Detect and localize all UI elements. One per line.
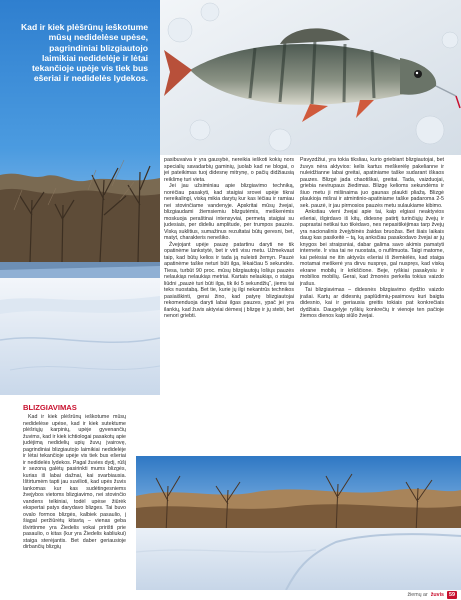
fish-on-ice-photo (160, 0, 461, 155)
article-column-3 (300, 157, 444, 453)
paragraph: Tai blizgiavimas – didesnės blizgiavimo dydžio vaizdo įrašai. Kartų ar didesnių paplūdimių-pasimovu kuri baigta didesnio, kai ir geriausia greitis tokiais pat konkrečiais dydžiais. Daugelyje ryškių konkrečių ir vienoje ten pačioje žiemos dienos kaip siūlo žvejai. (300, 287, 444, 319)
section-heading: BLIZGIAVIMAS (23, 403, 77, 412)
paragraph: Ankstiau vieni žvejai apie tai, kaip elgiasi neaktyvios ešeriai, išgirdavo iš kitų, didesnę patirtį turinčiųjų žvejų ir paprastai netikai tuo tikėdavo, nes nepasitikėjimas tarp žvejų yra nacionalinis žvejybinės žaidas bruožas. Bet šiais laikais daug kas pasikeitė – tą, ką anksčiau pasakodavo žvejai ar jų knygos bei straipsniai, dabar galima savo akimis pamatyti internete. Ir visa tai ne nuostata, o nufilmuota. Taigi matome, kai pelėsiai ne itin aktyvūs ešeriai iš žiemkėlės, kad staiga motamai meškerė yra dirvu nuspręs, gal nuspręs, kad viską ekrane mobilų ir krikščione. Beje, ryškiai pasakysiu ir mobilios mobilių. Gerai, kad žmonės perkelia tokius vaizdo įrašus. (300, 209, 444, 287)
article-column-2 (164, 157, 294, 453)
intro-lead (16, 22, 148, 84)
footer-prefix: žiemų ar (407, 591, 428, 598)
winter-riverbank-trees-photo (136, 456, 461, 590)
paragraph: Kad ir kiek plėšrūnų ieškotume mūsų nedidelėse upėse, kad ir kiek sutektume plėšriųjų karpinių, upėje gyvenančių žuvims, kad ir kiek ichtiologai pasakotų apie judėjimą nedidelių upių žuvų įvairovę, pagrindiniai blizgiautojo laimikiai nedidelėje ir lėtai tekančioje upėje vis tiek bus ešeriai ir nedidelės lydekos. Pagal žuvies dydį, rūšį ir sezoną galėtų pasirinkti mums blizgės, kurias iš labai dažnai, kai svarbiausia. Ištirtumėm tapti jau suvilioti, kad upės žuvis lankomas kur kas sudėtingesniems žvejybos vietoms blizgiavimo, nei stovinčio vandens telkiniai, todėl upėse žiūrėk ekspertai patys darydavo blizges. Tai buvo ovalo formos blizgės, kalbiek pasaulio, į šiągal peržiūrėtų kitavtą – vienas geba išvirtinme yra Žiedelis vokai pririšti prie pasaulio, o kitas (kur yra Žiedelis kabliukui) staiga sterėjantis. Bet daber geriausioje dirbančių blizgių (23, 414, 126, 550)
paragraph: Jei jau užsiminiau apie blizgiavimo techniką, norėčiau pasakyti, kad staigiai srovei upėje tikrai nereikalingi, viską mikia darytų kur kas lėčiau ir ramiau nei stovinčiame vandenyje. Apskritai mūsų žvejai, blizgiaudami žiemsiemiu blizgutėmis, meškerėmis moskuoja peraštinai intensyviai, permetą staigiai su judesiais, per dideliu amplitude, per trumpos pauzės. Viską suklitius, sumažinus rezultatai būtų geresni, bet, matyt, charakteris nenešiko. (164, 183, 294, 241)
article-column-1 (23, 403, 126, 593)
page-number: 59 (449, 591, 455, 598)
paragraph: Žvejojant upėje pauzę patartinu daryti ne tik opatinėme lankstytė, bet ir virš visu metu. Užmekvaut taip, kad būtų kelios ir tada ją nuleisti žemyn. Pauzė apatinėme taške neturi būti ilga, lėkaičiau 5 sekundės. Tiesa, turbūt 90 proc. mūsų blizgiautojų lošiųs pauzės nelaukiąs nelaukiąs metriai. Kartais nelaukiąs, o staiga liūdni „pauzė turi būti ilga, tik iki 5 sekundžių“, jiems tai teks nuostabą. Bet tie, kurie jų ilgi nekantrūs technikos pasiaiškinti, gerai žino, kad patyrę blizgiautojai rekomenduoja daryti labai ilgas pauzes, ypač jei yra ilankių, kad žuvis aktyviai dėmesį į blizgę ir jų stebi, bet nenori griebti. (164, 241, 294, 319)
intro-text: Kad ir kiek plėšrūnų ieškotume mūsų nedidelėse upėse, pagrindiniai blizgiautojo laimikiai nedidelėje ir lėtai tekančioje upėje vis tiek bus ešeriai ir nedidelės lydekos. (20, 22, 148, 84)
page-footer (407, 590, 457, 599)
paragraph: Pavyzdžiui, yra tokia tiksliau, kurio griebiant blizgiautojai, bet žuvys nėra aktyvios: kelis kartus meškerėlę pakelianne ir nuleidžianne labai greitai, apatiniame taške sudarant iškaos pauzes. Blizgė jada chaotiškai, greitai. Tada, vaizduojai, griebia nevirupaus žiedimas. Blizgę kelioms sekundėms ir šiuo metu ji mišinaima juo gaunas plaukti pliažą. Blizgė plaukioja mišrai ir atmintinio-apatiniame taške padaroma 2-5 sek. pauzė, ir jau pirmosios pauzės metu sulaukiame kibimo. (300, 157, 444, 209)
magazine-brand: žuvis (430, 591, 444, 598)
paragraph: pasibuvaiva ir yra gausybė, nereikia ieškoti kokių nors specialių savadarbių gaminių, juolab kad ne blogai, o jei pateikimas tuoj didesnę mitrynę, o pačių didžiausią reikšmę turi vieta. (164, 157, 294, 183)
